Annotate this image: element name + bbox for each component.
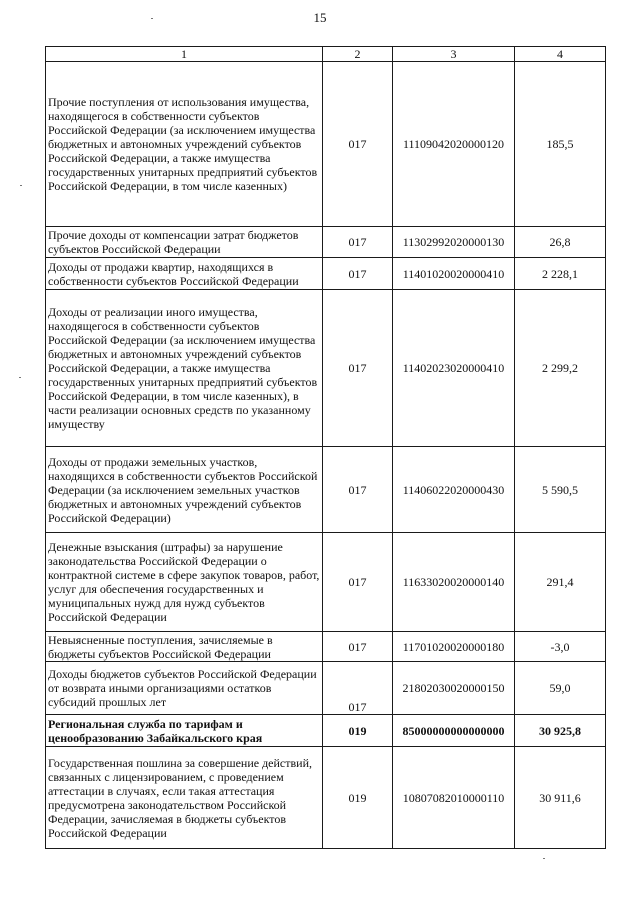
row-value: 185,5 <box>515 62 606 227</box>
row-kbk: 11401020020000410 <box>393 258 515 290</box>
row-code: 017 <box>323 632 393 662</box>
row-value: 2 228,1 <box>515 258 606 290</box>
row-kbk: 11633020020000140 <box>393 533 515 632</box>
table-row <box>46 62 606 227</box>
row-kbk: 11109042020000120 <box>393 62 515 227</box>
row-name: Прочие поступления от использования имущества, находящегося в собственности субъектов Российской Федерации (за исключением имущества бюджетных и автономных учреждений субъектов Российской Федерации, а также имущества государственных унитарных предприятий субъектов Российской Федерации, в том числе казенных) <box>46 62 323 227</box>
scan-speck <box>19 377 21 378</box>
table-row <box>46 258 606 290</box>
row-kbk: 21802030020000150 <box>393 662 515 715</box>
column-header-name: 1 <box>46 47 323 62</box>
row-name: Доходы бюджетов субъектов Российской Федерации от возврата иными организациями остатков субсидий прошлых лет <box>46 662 323 715</box>
row-kbk: 85000000000000000 <box>393 715 515 747</box>
row-value: -3,0 <box>515 632 606 662</box>
row-name: Прочие доходы от компенсации затрат бюджетов субъектов Российской Федерации <box>46 227 323 258</box>
row-code: 017 <box>323 227 393 258</box>
row-value: 291,4 <box>515 533 606 632</box>
row-value: 30 925,8 <box>515 715 606 747</box>
table-row <box>46 227 606 258</box>
row-code: 017 <box>323 290 393 447</box>
row-code: 019 <box>323 715 393 747</box>
row-code: 017 <box>323 447 393 533</box>
scan-speck <box>543 858 545 859</box>
row-value: 5 590,5 <box>515 447 606 533</box>
row-value: 30 911,6 <box>515 747 606 849</box>
table-header-row <box>46 47 606 62</box>
row-code: 017 <box>323 62 393 227</box>
row-code: 017 <box>323 662 393 715</box>
row-kbk: 11302992020000130 <box>393 227 515 258</box>
table-row <box>46 533 606 632</box>
row-code: 017 <box>323 258 393 290</box>
column-header-value: 4 <box>515 47 606 62</box>
row-value: 26,8 <box>515 227 606 258</box>
row-code: 019 <box>323 747 393 849</box>
revenue-table <box>45 46 606 849</box>
row-kbk: 10807082010000110 <box>393 747 515 849</box>
row-kbk: 11402023020000410 <box>393 290 515 447</box>
row-value: 59,0 <box>515 662 606 715</box>
page-number: 15 <box>313 10 327 25</box>
row-kbk: 11406022020000430 <box>393 447 515 533</box>
row-name: Доходы от продажи земельных участков, находящихся в собственности субъектов Российской Федерации (за исключением земельных участков бюджетных и автономных учреждений субъектов Российской Федерации) <box>46 447 323 533</box>
row-code: 017 <box>323 533 393 632</box>
table-row <box>46 662 606 715</box>
row-name: Государственная пошлина за совершение действий, связанных с лицензированием, с проведением аттестации в случаях, если такая аттестация предусмотрена законодательством Российской Федерации, зачисляемая в бюджеты субъектов Российской Федерации <box>46 747 323 849</box>
row-name: Доходы от продажи квартир, находящихся в собственности субъектов Российской Федерации <box>46 258 323 290</box>
scan-speck <box>151 18 153 19</box>
table-row <box>46 632 606 662</box>
scan-speck <box>20 185 22 186</box>
column-header-kbk: 3 <box>393 47 515 62</box>
table-row-section-header <box>46 715 606 747</box>
row-name: Невыясненные поступления, зачисляемые в бюджеты субъектов Российской Федерации <box>46 632 323 662</box>
row-value: 2 299,2 <box>515 290 606 447</box>
table-row <box>46 747 606 849</box>
table-row <box>46 290 606 447</box>
row-kbk: 11701020020000180 <box>393 632 515 662</box>
column-header-code: 2 <box>323 47 393 62</box>
row-name: Денежные взыскания (штрафы) за нарушение законодательства Российской Федерации о контрактной системе в сфере закупок товаров, работ, услуг для обеспечения государственных и муниципальных нужд для нужд субъектов Российской Федерации <box>46 533 323 632</box>
row-name: Региональная служба по тарифам и ценообразованию Забайкальского края <box>46 715 323 747</box>
table-row <box>46 447 606 533</box>
row-name: Доходы от реализации иного имущества, находящегося в собственности субъектов Российской Федерации (за исключением имущества бюджетных и автономных учреждений субъектов Российской Федерации, а также имущества государственных унитарных предприятий субъектов Российской Федерации, в том числе казенных), в части реализации основных средств по указанному имуществу <box>46 290 323 447</box>
